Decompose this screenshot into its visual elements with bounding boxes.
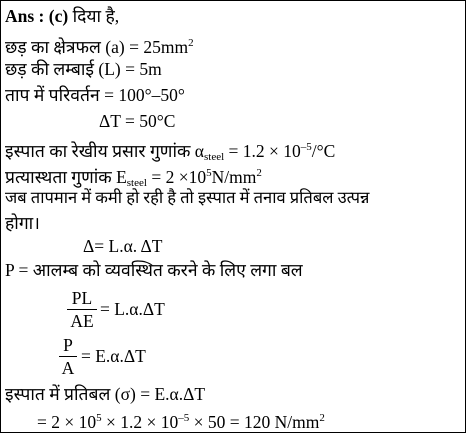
result-part-3: × 50 = 120 N/mm: [189, 412, 320, 432]
fraction-pl-ae: [67, 287, 97, 332]
elasticity-subscript: steel: [126, 177, 147, 189]
alpha-subscript: steel: [203, 151, 225, 163]
alpha-unit: /°C: [311, 141, 336, 161]
p-definition: P = आलम्ब को व्यवस्थित करने के लिए लगा बल: [5, 260, 303, 280]
stress-definition: इस्पात में प्रतिबल (σ) = E.α.ΔT: [5, 384, 206, 404]
elasticity-value: = 2 ×10: [146, 167, 207, 187]
equation-2-rhs: = E.α.ΔT: [81, 346, 146, 366]
temp-change-line: ताप में परिवर्तन = 100°–50°: [5, 85, 185, 105]
length-line: छड़ की लम्बाई (L) = 5m: [5, 59, 162, 79]
alpha-text: इस्पात का रेखीय प्रसार गुणांक α: [5, 141, 204, 161]
fraction-denominator: AE: [70, 311, 94, 331]
fraction-numerator: P: [63, 335, 73, 355]
given-label: दिया है,: [68, 6, 120, 26]
area-text: छड़ का क्षेत्रफल (a) = 25mm: [5, 37, 189, 57]
elasticity-unit-exponent: 2: [256, 167, 262, 179]
result-exponent-1: 5: [96, 412, 102, 424]
elasticity-text: प्रत्यास्थता गुणांक E: [5, 167, 127, 187]
result-line: [37, 406, 325, 434]
fraction-denominator: A: [61, 358, 75, 378]
alpha-exponent: –5: [300, 141, 312, 153]
statement-line-1: जब तापमान में कमी हो रही है तो इस्पात में तनाव प्रतिबल उत्पन्न: [5, 188, 370, 207]
delta-t-line: ΔT = 50°C: [99, 111, 176, 131]
result-exponent-3: 2: [319, 412, 325, 424]
answer-line: [5, 4, 119, 28]
area-exponent: 2: [188, 37, 194, 49]
fraction-p-a: [59, 334, 77, 379]
result-exponent-2: –5: [178, 412, 190, 424]
statement-line-2: होगा।: [5, 213, 40, 233]
answer-label: Ans : (c): [5, 6, 69, 26]
fraction-numerator: PL: [71, 288, 93, 308]
area-line: [5, 31, 194, 59]
result-part-2: × 1.2 × 10: [101, 412, 179, 432]
alpha-value: = 1.2 × 10: [224, 141, 301, 161]
elasticity-unit: N/mm: [211, 167, 257, 187]
equation-1-rhs: = L.α.ΔT: [100, 299, 165, 319]
delta-formula: Δ= L.α. ΔT: [83, 236, 163, 256]
elasticity-exponent: 5: [206, 167, 212, 179]
result-part-1: = 2 × 10: [37, 412, 97, 432]
